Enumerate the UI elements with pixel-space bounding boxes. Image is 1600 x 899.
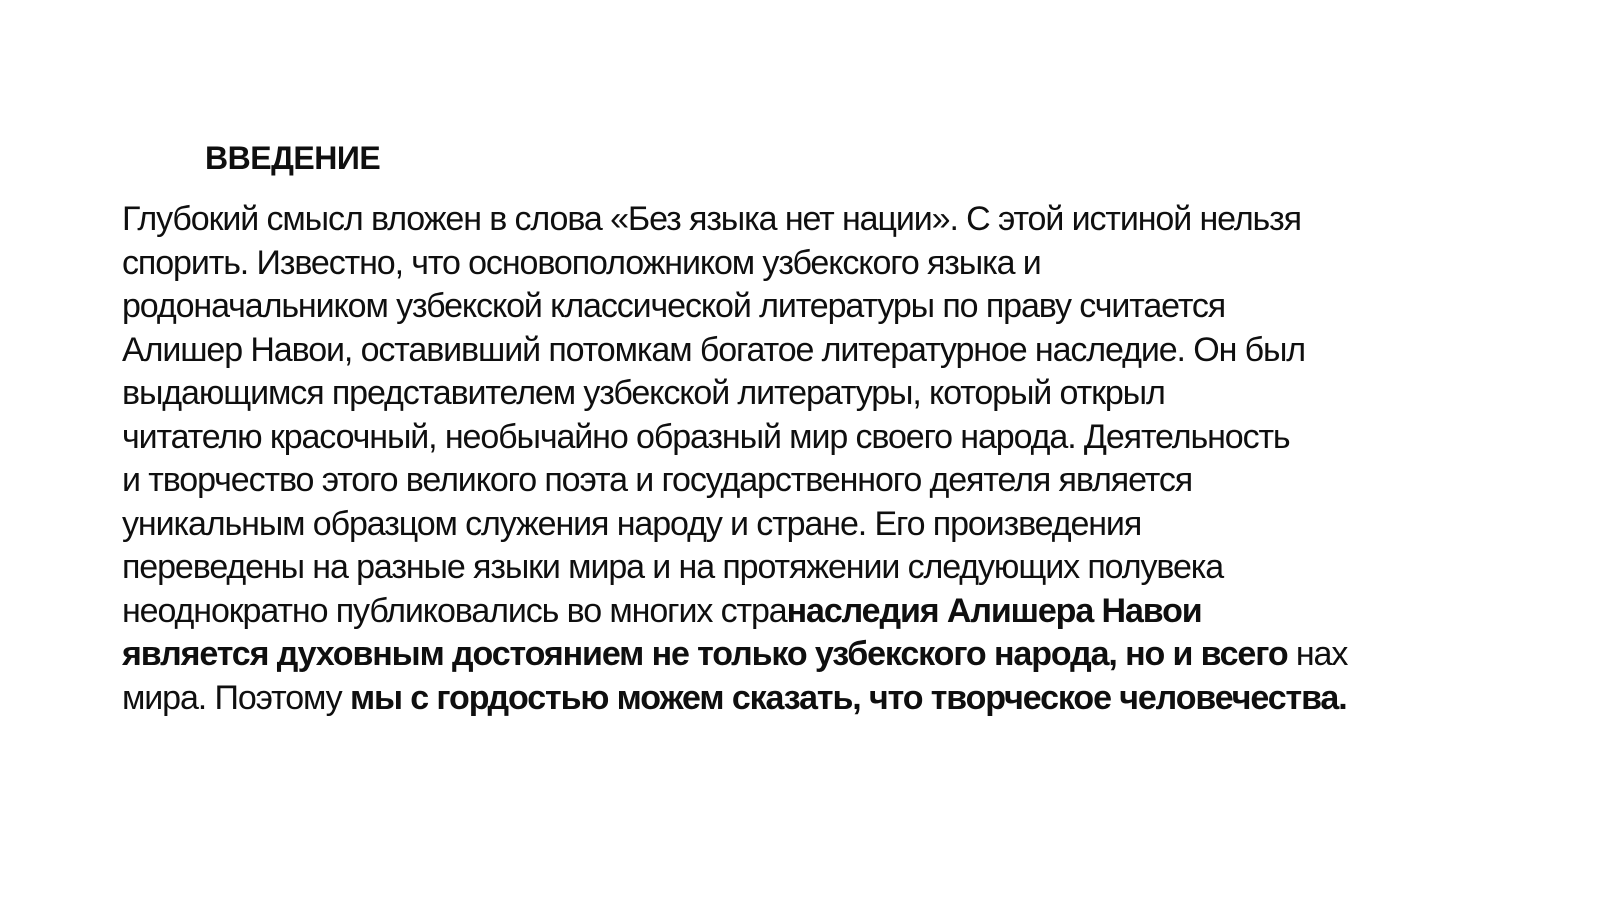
paragraph-line-12	[122, 677, 1502, 721]
paragraph-line-1: Глубокий смысл вложен в слова «Без языка нет нации». С этой истиной нельзя	[122, 200, 1301, 238]
line-12-normal-text: мира. Поэтому	[122, 678, 350, 717]
section-heading: ВВЕДЕНИЕ	[205, 140, 381, 176]
paragraph-line-7: и творчество этого великого поэта и государственного деятеля является	[122, 461, 1193, 499]
paragraph-line-2: спорить. Известно, что основоположником узбекского языка и	[122, 243, 1041, 282]
paragraph-line-11	[122, 633, 1502, 677]
line-10-bold-text: наследия Алишера Навои	[786, 591, 1202, 630]
paragraph-line-4: Алишер Навои, оставивший потомкам богатое литературное наследие. Он был	[122, 330, 1306, 369]
introduction-paragraph	[122, 198, 1502, 720]
line-11-normal-text: нах	[1287, 635, 1348, 673]
line-11-bold-text: является духовным достоянием не только узбекского народа, но и всего	[122, 635, 1288, 673]
paragraph-line-8: уникальным образцом служения народу и стране. Его произведения	[122, 504, 1142, 543]
paragraph-line-9: переведены на разные языки мира и на протяжении следующих полувека	[122, 548, 1224, 586]
paragraph-line-3: родоначальником узбекской классической литературы по праву считается	[122, 287, 1226, 325]
paragraph-line-10	[122, 590, 1502, 634]
line-12-bold-text: мы с гордостью можем сказать, что творческое человечества.	[349, 678, 1347, 717]
paragraph-line-6: читателю красочный, необычайно образный мир своего народа. Деятельность	[122, 417, 1290, 456]
line-10-normal-text: неоднократно публиковались во многих стра	[122, 591, 787, 630]
paragraph-line-5: выдающимся представителем узбекской литературы, который открыл	[122, 374, 1165, 412]
